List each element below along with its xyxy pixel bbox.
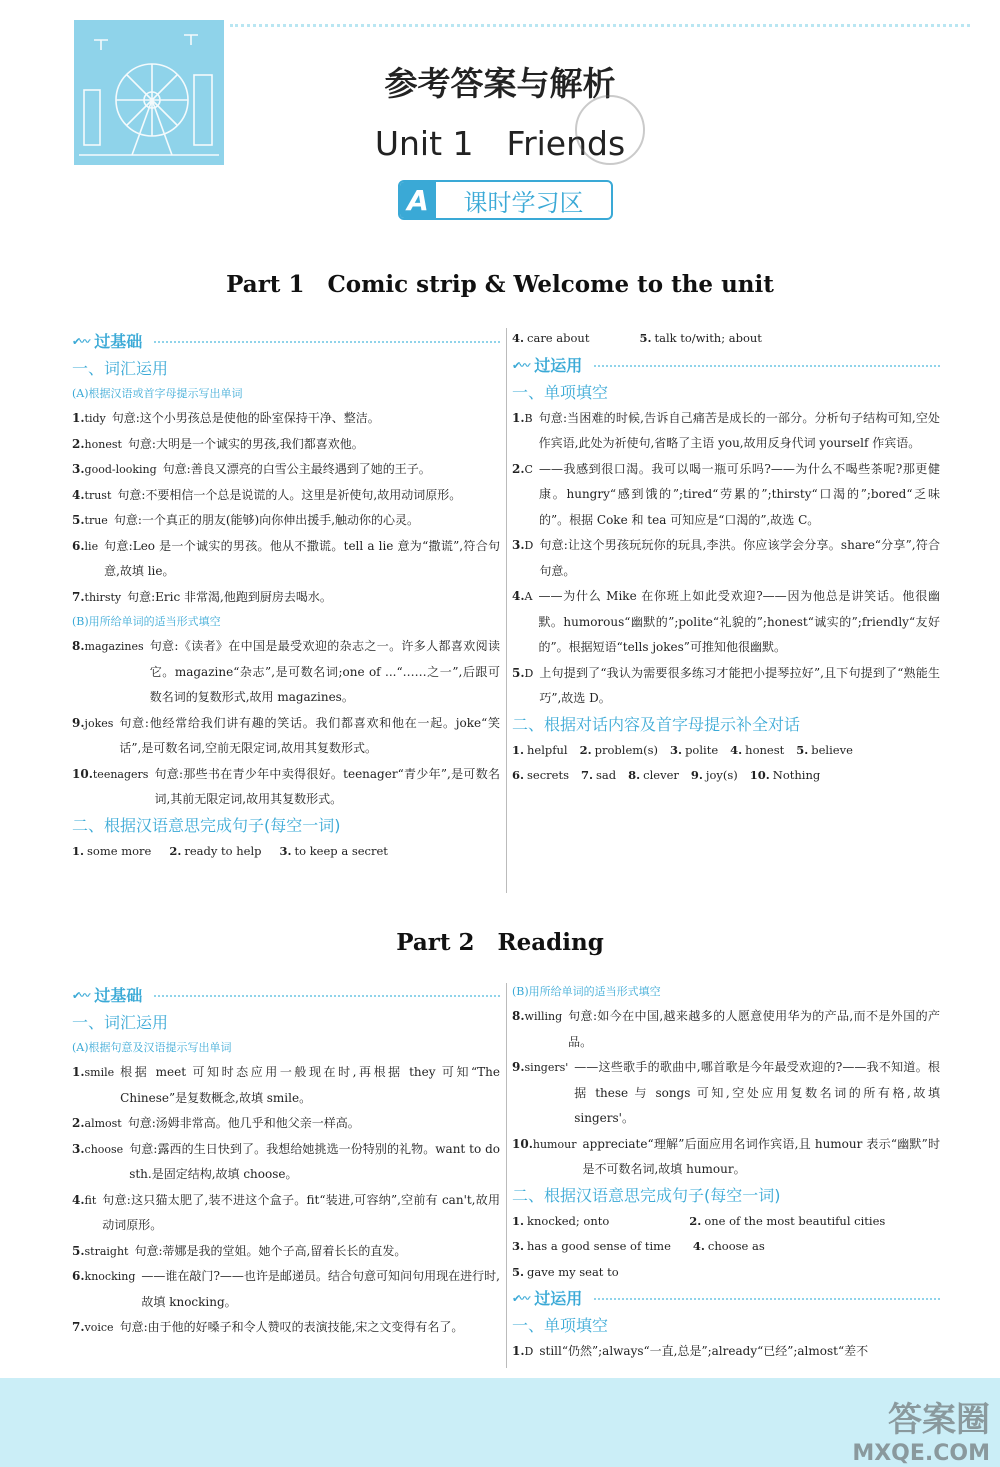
item-number: 1.: [72, 411, 85, 425]
check-wave-icon: ✔〰: [512, 1292, 529, 1306]
item-answer: lie: [84, 539, 99, 553]
item-explanation: 句意:Eric 非常渴,他跑到厨房去喝水。: [127, 589, 332, 604]
item-answer: knocked; onto: [527, 1213, 610, 1228]
item-answer: A: [524, 590, 533, 603]
watermark: [790, 1392, 990, 1466]
item-number: 3.: [512, 1239, 525, 1253]
item-answer: gave my seat to: [527, 1264, 619, 1279]
item-explanation: 句意:露西的生日快到了。我想给她挑选一份特别的礼物。want to do sth.是固定结构,故填 choose。: [129, 1141, 500, 1181]
item-answer: talk to/with; about: [654, 331, 762, 345]
item-answer: smile: [84, 1066, 115, 1079]
item-number: 2.: [579, 742, 592, 757]
part2-left-column: [72, 982, 500, 1341]
item-answer: voice: [84, 1321, 114, 1334]
item-answer: one of the most beautiful cities: [704, 1213, 886, 1228]
item-number: 2.: [72, 1116, 85, 1130]
item-number: 1.: [512, 1344, 525, 1358]
item-answer: believe: [811, 742, 853, 757]
sentence-answers-row: [512, 1234, 940, 1260]
item-explanation: ——这些歌手的歌曲中,哪首歌是今年最受欢迎的?——我不知道。根据 these 与 songs 可知,空处应用复数名词的所有格,故填 singers'。: [574, 1060, 940, 1125]
answer-item: [72, 406, 500, 432]
watermark-url: MXQE.COM: [852, 1441, 990, 1466]
column-divider: [506, 328, 507, 893]
item-answer: thirsty: [84, 590, 122, 604]
answer-item: [72, 1264, 500, 1315]
dialog-answer: [691, 763, 738, 789]
item-number: 1.: [512, 1213, 525, 1228]
answer-item: [72, 711, 500, 762]
item-number: 3.: [72, 1141, 85, 1156]
continued-answers-row: [512, 326, 940, 352]
stamp-mark: [575, 95, 645, 165]
item-answer: good-looking: [84, 463, 157, 476]
dialog-answer: [670, 738, 718, 764]
subheading-sentences: 二、根据汉语意思完成句子(每空一词): [72, 815, 341, 835]
subheading-dialog: 二、根据对话内容及首字母提示补全对话: [512, 714, 801, 734]
section-heading-label: 过基础: [94, 986, 143, 1006]
item-explanation: 句意:由于他的好嗓子和令人赞叹的表演技能,宋之文变得有名了。: [119, 1320, 464, 1334]
column-divider: [506, 983, 507, 1368]
item-answer: polite: [685, 742, 719, 757]
item-number: 9.: [690, 768, 703, 782]
item-answer: willing: [524, 1010, 563, 1023]
item-number: 1.: [512, 742, 525, 757]
item-answer: C: [524, 462, 533, 476]
answer-item: [72, 585, 500, 611]
item-number: 6.: [512, 768, 525, 782]
item-answer: trust: [84, 488, 112, 502]
heading-rule: [154, 341, 500, 343]
item-number: 10.: [749, 768, 770, 782]
answer-item: [72, 1137, 500, 1188]
item-number: 3.: [72, 462, 85, 476]
dialog-answer: [628, 763, 679, 789]
item-explanation: ——谁在敲门?——也许是邮递员。结合句意可知问句用现在进行时,故填 knocking。: [141, 1269, 500, 1309]
sentence-answer: [280, 839, 388, 865]
part1-right-column: [512, 326, 940, 789]
item-answer: secrets: [527, 768, 569, 782]
answer-item: [512, 1132, 940, 1183]
section-badge: [398, 180, 613, 220]
item-explanation: 句意:不要相信一个总是说谎的人。这里是祈使句,故用动词原形。: [117, 487, 462, 502]
subheading-choice: 一、单项填空: [512, 382, 609, 402]
item-number: 1.: [512, 410, 525, 425]
subheading-choice: 一、单项填空: [512, 1316, 609, 1335]
item-answer: ready to help: [184, 843, 262, 858]
part2-title: Part 2 Reading: [396, 929, 604, 956]
item-answer: knocking: [84, 1270, 136, 1283]
sentence-answer: [639, 326, 761, 352]
sentence-answer: [689, 1209, 885, 1235]
part1-left-column: [72, 328, 500, 864]
item-answer: care about: [527, 331, 590, 345]
item-answer: fit: [84, 1193, 97, 1207]
sentence-answers-row: [512, 1260, 940, 1286]
item-number: 4.: [72, 487, 85, 502]
item-number: 7.: [72, 1320, 85, 1334]
item-answer: Nothing: [772, 768, 821, 782]
item-explanation: 句意:汤姆非常高。他几乎和他父亲一样高。: [127, 1116, 360, 1130]
item-answer: choose: [84, 1142, 124, 1156]
answer-item: [72, 762, 500, 813]
item-number: 2.: [689, 1213, 702, 1228]
item-answer: singers': [524, 1061, 569, 1074]
section-heading-apply: [512, 352, 940, 380]
item-explanation: 句意:这只猫太肥了,装不进这个盒子。fit“装进,可容纳”,空前有 can't,故用动词原形。: [102, 1192, 500, 1232]
sentence-answer: [512, 326, 589, 352]
answer-item: [72, 634, 500, 711]
answer-item: [512, 406, 940, 457]
answer-item: [512, 1055, 940, 1132]
answer-item: [72, 1315, 500, 1341]
answer-item: [512, 661, 940, 712]
item-answer: clever: [643, 768, 679, 782]
item-number: 2.: [169, 843, 182, 858]
dialog-answer: [750, 763, 820, 789]
item-explanation: 句意:蒂娜是我的堂姐。她个子高,留着长长的直发。: [134, 1243, 407, 1258]
dialog-answer: [512, 763, 569, 789]
item-explanation: still“仍然”;always“一直,总是”;already“已经”;almost“差不: [539, 1344, 869, 1358]
dialog-answer: [581, 763, 616, 789]
subheading-vocab: 一、词汇运用: [72, 359, 169, 378]
item-explanation: 句意:大明是一个诚实的男孩,我们都喜欢他。: [127, 436, 364, 451]
item-explanation: 句意:一个真正的朋友(能够)向你伸出援手,触动你的心灵。: [113, 513, 420, 527]
sentence-answers-row: [72, 839, 500, 865]
item-number: 5.: [72, 513, 85, 527]
item-explanation: 句意:他经常给我们讲有趣的笑话。我们都喜欢和他在一起。joke“笑话”,是可数名词,空前无限定词,故用其复数形式。: [119, 715, 500, 755]
item-answer: joy(s): [705, 768, 738, 782]
dialog-answer: [580, 738, 658, 764]
item-number: 5.: [796, 742, 809, 757]
item-answer: almost: [84, 1117, 122, 1130]
item-number: 4.: [730, 742, 743, 757]
part1-title: Part 1 Comic strip & Welcome to the unit: [226, 271, 774, 298]
unit-title: Unit 1 Friends: [374, 124, 626, 163]
item-number: 5.: [639, 331, 652, 345]
watermark-logo-text: 答案圈: [888, 1400, 990, 1440]
subheading-vocab: 一、词汇运用: [72, 1013, 169, 1032]
badge-letter: A: [400, 182, 436, 218]
item-answer: humour: [532, 1137, 577, 1151]
item-explanation: 句意:让这个男孩玩玩你的玩具,李洪。你应该学会分享。share“分享”,符合句意。: [539, 538, 940, 578]
sentence-answer: [512, 1209, 609, 1235]
item-number: 1.: [72, 843, 85, 858]
check-wave-icon: ✔〰: [512, 358, 529, 372]
item-answer: D: [524, 1345, 534, 1358]
answer-item: [512, 1004, 940, 1055]
item-number: 4.: [692, 1239, 705, 1253]
item-answer: straight: [84, 1244, 129, 1258]
item-explanation: ——为什么 Mike 在你班上如此受欢迎?——因为他总是讲笑话。他很幽默。humorous“幽默的”;polite“礼貌的”;honest“诚实的”;friendly“友好的”。根据短语“tells jokes”可推知他很幽默。: [538, 589, 940, 654]
item-number: 8.: [628, 768, 641, 782]
answer-item: [512, 1339, 940, 1365]
instruction-a: (A)根据汉语或首字母提示写出单词: [72, 387, 243, 400]
item-answer: teenagers: [92, 767, 149, 781]
item-explanation: 句意:这个小男孩总是使他的卧室保持干净、整洁。: [111, 411, 380, 425]
answer-item: [72, 508, 500, 534]
item-number: 10.: [72, 766, 93, 781]
sentence-answer: [693, 1234, 765, 1260]
item-number: 1.: [72, 1065, 85, 1079]
item-number: 5.: [72, 1243, 85, 1258]
item-number: 4.: [72, 1192, 85, 1207]
item-number: 6.: [72, 538, 85, 553]
answer-item: [72, 534, 500, 585]
answer-item: [72, 457, 500, 483]
item-number: 10.: [512, 1136, 533, 1151]
item-number: 3.: [512, 538, 525, 552]
instruction-b: (B)用所给单词的适当形式填空: [72, 615, 221, 628]
heading-rule: [594, 365, 940, 367]
item-explanation: 句意:当困难的时候,告诉自己痛苦是成长的一部分。分析句子结构可知,空处作宾语,此处为祈使句,省略了主语 you,故用反身代词 yourself 作宾语。: [538, 410, 940, 450]
item-number: 8.: [512, 1009, 525, 1023]
item-explanation: 句意:善良又漂亮的白雪公主最终遇到了她的王子。: [162, 462, 431, 476]
item-answer: helpful: [527, 742, 568, 757]
answer-item: [512, 457, 940, 534]
sentence-answer: [512, 1234, 671, 1260]
sentence-answers-row: [512, 1209, 940, 1235]
item-answer: B: [524, 411, 533, 425]
answer-item: [72, 483, 500, 509]
item-number: 5.: [512, 1264, 525, 1279]
heading-rule: [154, 995, 500, 997]
section-heading-label: 过运用: [534, 355, 583, 375]
item-answer: honest: [84, 437, 122, 451]
item-number: 5.: [512, 665, 525, 680]
item-number: 2.: [512, 461, 525, 476]
item-answer: honest: [745, 742, 785, 757]
item-explanation: 句意:《读者》在中国是最受欢迎的杂志之一。许多人都喜欢阅读它。magazine“杂志”,是可数名词;one of ...“……之一”,后跟可数名词的复数形式,故用 magazines。: [149, 639, 500, 704]
answer-item: [72, 1239, 500, 1265]
section-heading-basic: [72, 982, 500, 1010]
item-number: 6.: [72, 1269, 85, 1283]
section-heading-label: 过基础: [94, 332, 143, 352]
item-answer: jokes: [84, 716, 114, 730]
check-wave-icon: ✔〰: [72, 989, 89, 1003]
answer-item: [72, 1111, 500, 1137]
item-answer: to keep a secret: [294, 843, 388, 858]
item-explanation: 根据 meet 可知时态应用一般现在时,再根据 they 可知“The Chinese”是复数概念,故填 smile。: [120, 1065, 500, 1105]
item-number: 7.: [72, 589, 85, 604]
item-explanation: 上句提到了“我认为需要很多练习才能把小提琴拉好”,且下句提到了“熟能生巧”,故选 D。: [539, 665, 940, 705]
section-heading-apply: [512, 1285, 940, 1313]
item-explanation: ——我感到很口渴。我可以喝一瓶可乐吗?——为什么不喝些茶呢?那更健康。hungry“感到饿的”;tired“劳累的”;thirsty“口渴的”;bored“乏味的”。根据 Coke 和 tea 可知应是“口渴的”,故选 C。: [538, 461, 940, 527]
sentence-answer: [169, 839, 261, 865]
answer-item: [512, 584, 940, 661]
item-number: 9.: [512, 1060, 525, 1074]
item-answer: problem(s): [594, 742, 659, 757]
part2-right-column: [512, 980, 940, 1365]
item-number: 4.: [512, 589, 525, 603]
answer-item: [512, 533, 940, 584]
item-number: 8.: [72, 639, 85, 653]
item-number: 7.: [581, 768, 594, 782]
header-dotted-rule: [230, 24, 970, 27]
item-number: 9.: [72, 715, 85, 730]
item-explanation: 句意:Leo 是一个诚实的男孩。他从不撒谎。tell a lie 意为“撒谎”,符合句意,故填 lie。: [104, 538, 500, 578]
item-number: 2.: [72, 436, 85, 451]
dialog-answers-row: [512, 738, 940, 764]
item-number: 3.: [670, 742, 683, 757]
item-answer: D: [524, 666, 534, 680]
sentence-answer: [512, 1260, 619, 1286]
item-explanation: appreciate“理解”后面应用名词作宾语,且 humour 表示“幽默”时是不可数名词,故填 humour。: [582, 1136, 940, 1176]
item-answer: magazines: [84, 640, 144, 653]
dialog-answer: [512, 738, 568, 764]
item-answer: has a good sense of time: [527, 1239, 671, 1253]
heading-rule: [594, 1298, 940, 1300]
item-answer: sad: [596, 768, 617, 782]
subheading-sentences: 二、根据汉语意思完成句子(每空一词): [512, 1185, 781, 1205]
instruction-b: (B)用所给单词的适当形式填空: [512, 985, 661, 998]
answer-item: [72, 1188, 500, 1239]
page-title: 参考答案与解析: [384, 64, 616, 103]
item-explanation: 句意:那些书在青少年中卖得很好。teenager“青少年”,是可数名词,其前无限定词,故用其复数形式。: [154, 766, 500, 806]
section-heading-label: 过运用: [534, 1289, 583, 1309]
dialog-answer: [796, 738, 853, 764]
dialog-answers-row: [512, 763, 940, 789]
item-answer: tidy: [84, 412, 106, 425]
instruction-a: (A)根据句意及汉语提示写出单词: [72, 1041, 232, 1054]
dialog-answer: [730, 738, 784, 764]
item-answer: some more: [87, 843, 152, 858]
item-answer: choose as: [707, 1239, 765, 1253]
badge-text: 课时学习区: [463, 188, 584, 217]
sentence-answer: [72, 839, 151, 865]
item-number: 4.: [512, 331, 525, 345]
section-heading-basic: [72, 328, 500, 356]
answer-item: [72, 1060, 500, 1111]
item-number: 3.: [279, 843, 292, 858]
answer-item: [72, 432, 500, 458]
item-answer: true: [84, 514, 108, 527]
check-wave-icon: ✔〰: [72, 335, 89, 349]
item-explanation: 句意:如今在中国,越来越多的人愿意使用华为的产品,而不是外国的产品。: [568, 1009, 940, 1049]
item-answer: D: [524, 539, 534, 552]
